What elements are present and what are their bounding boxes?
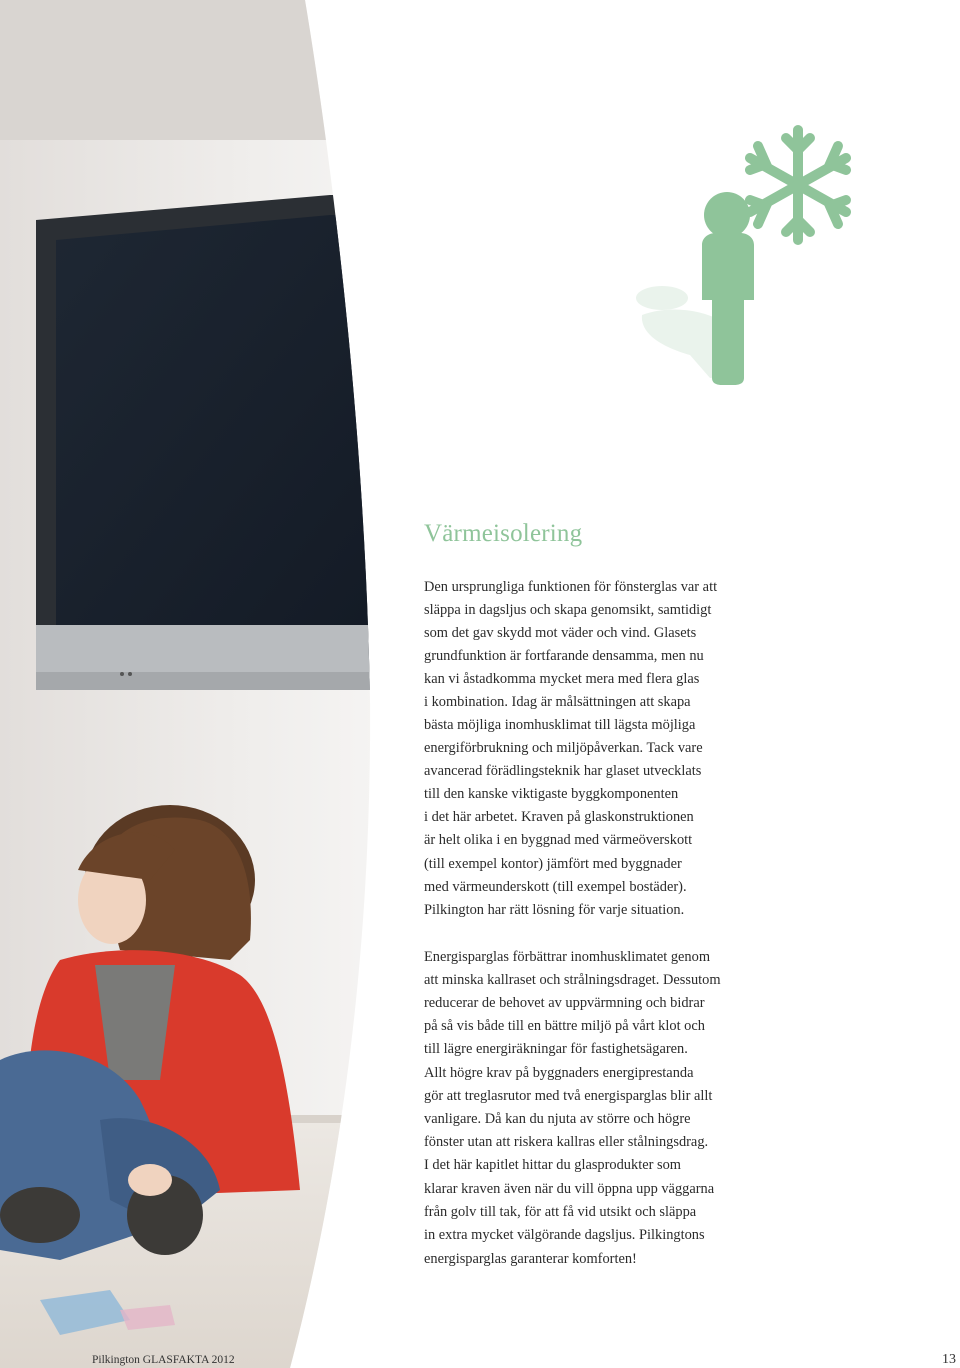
text-line: in extra mycket välgörande dagsljus. Pilkingtons [424,1227,705,1243]
text-line: från golv till tak, för att få vid utsikt och släppa [424,1204,697,1220]
text-line: till lägre energiräkningar för fastighetsägaren. [424,1041,688,1057]
text-line: Den ursprungliga funktionen för fönsterglas var att [424,579,718,595]
text-line: avancerad förädlingsteknik har glaset utvecklats [424,763,702,779]
text-line: bästa möjliga inomhusklimat till lägsta möjliga [424,717,696,733]
text-line: i kombination. Idag är målsättningen att skapa [424,694,691,710]
text-line: (till exempel kontor) jämfört med byggnader [424,856,682,872]
text-line: släppa in dagsljus och skapa genomsikt, samtidigt [424,602,712,618]
text-line: är helt olika i en byggnad med värmeöverskott [424,832,693,848]
snowflake-icon [750,130,846,240]
person-cold-icon [630,120,860,390]
text-line: fönster utan att riskera kallras eller stålningsdrag. [424,1134,709,1150]
text-line: Allt högre krav på byggnaders energiprestanda [424,1065,694,1081]
text-line: Pilkington har rätt lösning för varje situation. [424,902,685,918]
text-line: energiförbrukning och miljöpåverkan. Tack vare [424,740,703,756]
text-line: vanligare. Då kan du njuta av större och högre [424,1111,691,1127]
section-heading: Värmeisolering [424,520,583,547]
text-line: att minska kallraset och strålningsdraget. Dessutom [424,972,721,988]
text-line: gör att treglasrutor med två energisparglas blir allt [424,1088,713,1104]
footer-publication: Pilkington GLASFAKTA 2012 [92,1354,235,1366]
text-line: I det här kapitlet hittar du glasprodukter som [424,1157,681,1173]
text-line: energisparglas garanterar komforten! [424,1251,637,1267]
text-line: grundfunktion är fortfarande densamma, men nu [424,648,704,664]
text-line: i det här arbetet. Kraven på glaskonstruktionen [424,809,694,825]
text-line: Energisparglas förbättrar inomhusklimatet genom [424,949,711,965]
text-line: till den kanske viktigaste byggkomponenten [424,786,679,802]
text-line: reducerar de behovet av uppvärmning och bidrar [424,995,705,1011]
page-number: 13 [942,1352,956,1367]
text-line: som det gav skydd mot väder och vind. Glasets [424,625,697,641]
text-line: med värmeunderskott (till exempel bostäder). [424,879,687,895]
text-line: klarar kraven även när du vill öppna upp väggarna [424,1181,715,1197]
text-line: kan vi åstadkomma mycket mera med flera glas [424,671,700,687]
text-line: på så vis både till en bättre miljö på vårt klot och [424,1018,705,1034]
